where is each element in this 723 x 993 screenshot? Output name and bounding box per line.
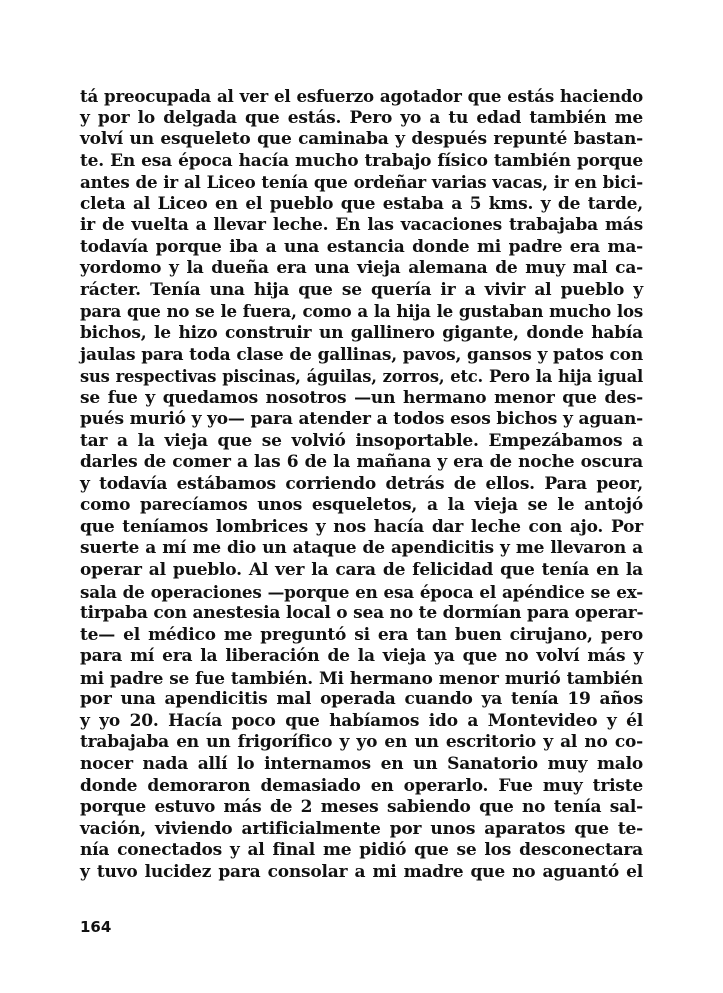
text-line: antes de ir al Liceo tenía que ordeñar varias vacas, ir en bici- [80, 172, 643, 193]
text-line: operar al pueblo. Al ver la cara de felicidad que tenía en la [80, 560, 643, 581]
text-line: por una apendicitis mal operada cuando ya tenía 19 años [80, 689, 643, 710]
text-line: trabajaba en un frigorífico y yo en un escritorio y al no co- [80, 732, 643, 753]
text-line: porque estuvo más de 2 meses sabiendo que no tenía sal- [80, 797, 643, 818]
text-line: sus respectivas piscinas, águilas, zorros, etc. Pero la hija igual [80, 367, 643, 387]
text-line: bichos, le hizo construir un gallinero gigante, donde había [80, 323, 643, 344]
text-line: tá preocupada al ver el esfuerzo agotador que estás haciendo [80, 86, 643, 106]
text-line: y todavía estábamos corriendo detrás de ellos. Para peor, [80, 473, 643, 494]
text-line: rácter. Tenía una hija que se quería ir a vivir al pueblo y [80, 279, 643, 300]
text-line: suerte a mí me dio un ataque de apendicitis y me llevaron a [80, 538, 643, 559]
text-line: ir de vuelta a llevar leche. En las vacaciones trabajaba más [80, 215, 643, 236]
text-line: y tuvo lucidez para consolar a mi madre que no aguantó el [80, 861, 643, 882]
text-line: para mí era la liberación de la vieja ya que no volví más y [80, 646, 643, 667]
text-line: nía conectados y al final me pidió que se los desconectara [80, 840, 643, 861]
text-line: darles de comer a las 6 de la mañana y era de noche oscura [80, 452, 643, 473]
text-line: yordomo y la dueña era una vieja alemana de muy mal ca- [80, 258, 643, 279]
text-line: donde demoraron demasiado en operarlo. Fue muy triste [80, 775, 643, 796]
text-line: todavía porque iba a una estancia donde mi padre era ma- [80, 236, 643, 257]
text-line: para que no se le fuera, como a la hija le gustaban mucho los [80, 301, 643, 322]
text-line: vación, viviendo artificialmente por unos aparatos que te- [80, 818, 643, 839]
text-line: tar a la vieja que se volvió insoportable. Empezábamos a [80, 430, 643, 451]
text-line: que teníamos lombrices y nos hacía dar leche con ajo. Por [80, 516, 643, 537]
text-line: cleta al Liceo en el pueblo que estaba a 5 kms. y de tarde, [80, 193, 643, 214]
text-line: mi padre se fue también. Mi hermano menor murió también [80, 667, 643, 688]
text-line: jaulas para toda clase de gallinas, pavos, gansos y patos con [80, 344, 643, 365]
text-line: nocer nada allí lo internamos en un Sanatorio muy malo [80, 753, 643, 774]
text-line: volví un esqueleto que caminaba y después repunté bastan- [80, 129, 643, 150]
text-line: y por lo delgada que estás. Pero yo a tu edad también me [80, 107, 643, 128]
text-line: tirpaba con anestesia local o sea no te dormían para operar- [80, 603, 644, 624]
body-text [80, 86, 643, 883]
text-line: te. En esa época hacía mucho trabajo físico también porque [80, 150, 643, 171]
text-line: se fue y quedamos nosotros —un hermano menor que des- [80, 387, 643, 408]
page-number: 164 [80, 918, 112, 936]
text-line: sala de operaciones —porque en esa época el apéndice se ex- [80, 581, 643, 602]
text-line: pués murió y yo— para atender a todos esos bichos y aguan- [80, 409, 643, 430]
text-line: como parecíamos unos esqueletos, a la vieja se le antojó [80, 495, 643, 516]
text-line: te— el médico me preguntó si era tan buen cirujano, pero [80, 624, 643, 645]
text-line: y yo 20. Hacía poco que habíamos ido a Montevideo y él [80, 710, 643, 731]
